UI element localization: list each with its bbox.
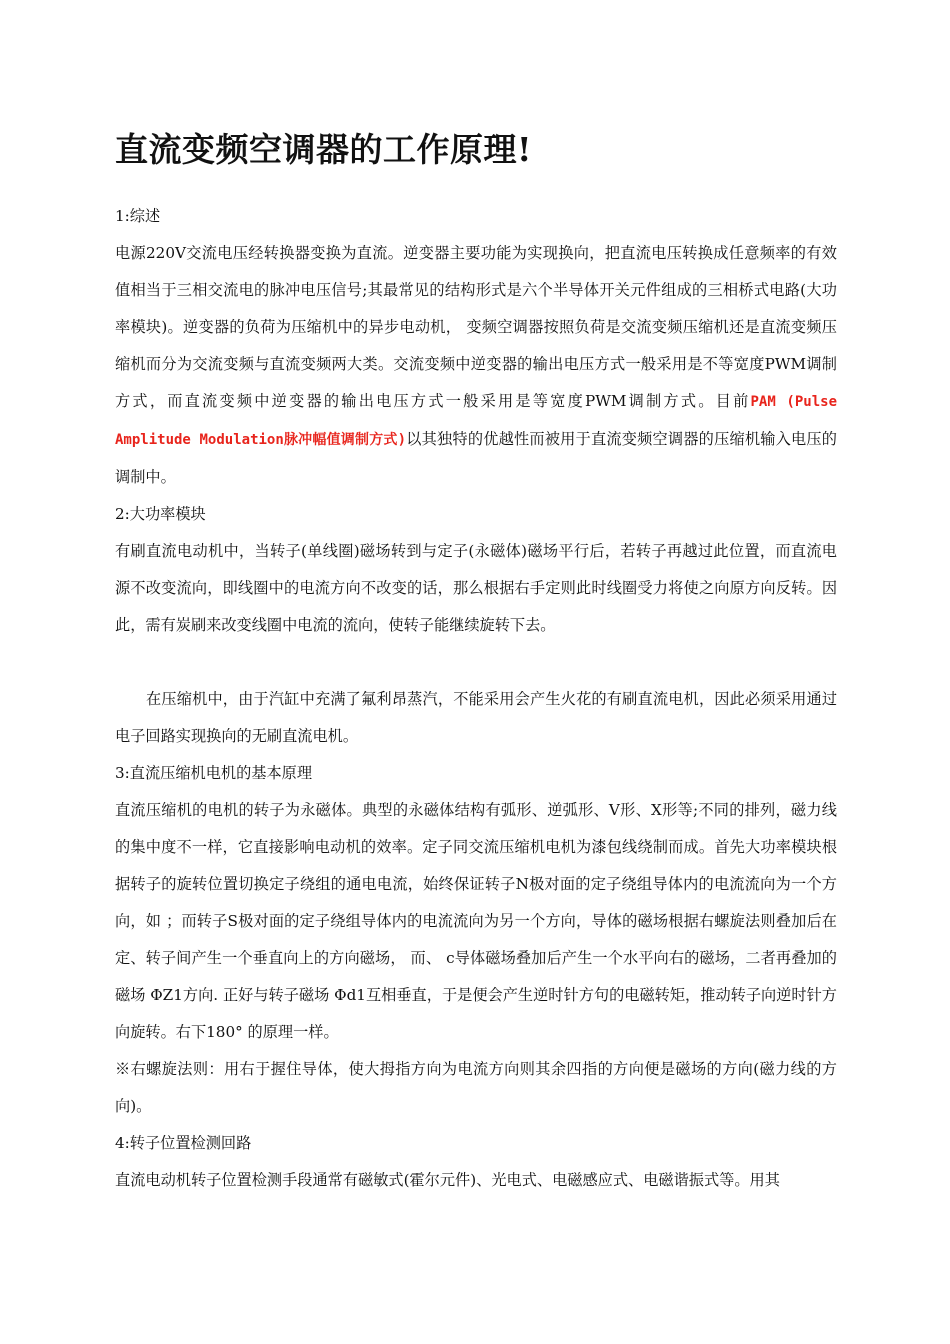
section-heading-2: 2:大功率模块 — [115, 505, 206, 523]
section-heading-1: 1:综述 — [115, 207, 161, 225]
paragraph-text: 以其独特的优越性而被用于直流变频空调器的压缩机输入电压的调制中。 — [115, 430, 837, 486]
section-2-paragraph-2: 在压缩机中，由于汽缸中充满了氟利昂蒸汽，不能采用会产生火花的有刷直流电机，因此必须采用通过电子回路实现换向的无刷直流电机。 — [115, 690, 837, 745]
highlighted-term: PAM (Pulse Amplitude Modulation脉冲幅值调制方式) — [115, 394, 837, 448]
section-1-paragraph — [115, 235, 837, 496]
paragraph-text: 电源220V交流电压经转换器变换为直流。逆变器主要功能为实现换向，把直流电压转换成任意频率的有效值相当于三相交流电的脉冲电压信号;其最常见的结构形式是六个半导体开关元件组成的三相桥式电路(大功率模块)。逆变器的负荷为压缩机中的异步电动机， 变频空调器按照负荷是交流变频压缩机还是直流变频压缩机而分为交流变频与直流变频两大类。交流变频中逆变器的输出电压方式一般采用是不等宽度PWM调制方式，而直流变频中逆变器的输出电压方式一般采用是等宽度PWM调制方式。目前 — [115, 244, 837, 410]
section-2-paragraph-1: 有刷直流电动机中，当转子(单线圈)磁场转到与定子(永磁体)磁场平行后，若转子再越过此位置，而直流电源不改变流向，即线圈中的电流方向不改变的话，那么根据右手定则此时线圈受力将使之向原方向反转。因此，需有炭刷来改变线圈中电流的流向，使转子能继续旋转下去。 — [115, 542, 837, 634]
section-4-paragraph-1: 直流电动机转子位置检测手段通常有磁敏式(霍尔元件)、光电式、电磁感应式、电磁谐振式等。用其 — [115, 1171, 780, 1189]
section-3-paragraph-1: 直流压缩机的电机的转子为永磁体。典型的永磁体结构有弧形、逆弧形、V形、X形等;不同的排列，磁力线的集中度不一样，它直接影响电动机的效率。定子同交流压缩机电机为漆包线绕制而成。首先大功率模块根据转子的旋转位置切换定子绕组的通电电流，始终保证转子N极对面的定子绕组导体内的电流流向为一个方向，如 ；而转子S极对面的定子绕组导体内的电流流向为另一个方向，导体的磁场根据右螺旋法则叠加后在定、转子间产生一个垂直向上的方向磁场， 而、 c导体磁场叠加后产生一个水平向右的磁场，二者再叠加的磁场 ΦZ1方向. 正好与转子磁场 Φd1互相垂直，于是便会产生逆时针方句的电磁转矩，推动转子向逆时针方向旋转。右下180° 的原理一样。 — [115, 801, 837, 1041]
page-title: 直流变频空调器的工作原理! — [115, 130, 532, 169]
section-3-paragraph-2: ※右螺旋法则：用右于握住导体，使大拇指方向为电流方向则其余四指的方向便是磁场的方向(磁力线的方向)。 — [115, 1060, 837, 1115]
section-heading-4: 4:转子位置检测回路 — [115, 1134, 252, 1152]
section-heading-3: 3:直流压缩机电机的基本原理 — [115, 764, 313, 782]
blank-line — [115, 644, 837, 681]
document-body — [115, 198, 837, 1199]
